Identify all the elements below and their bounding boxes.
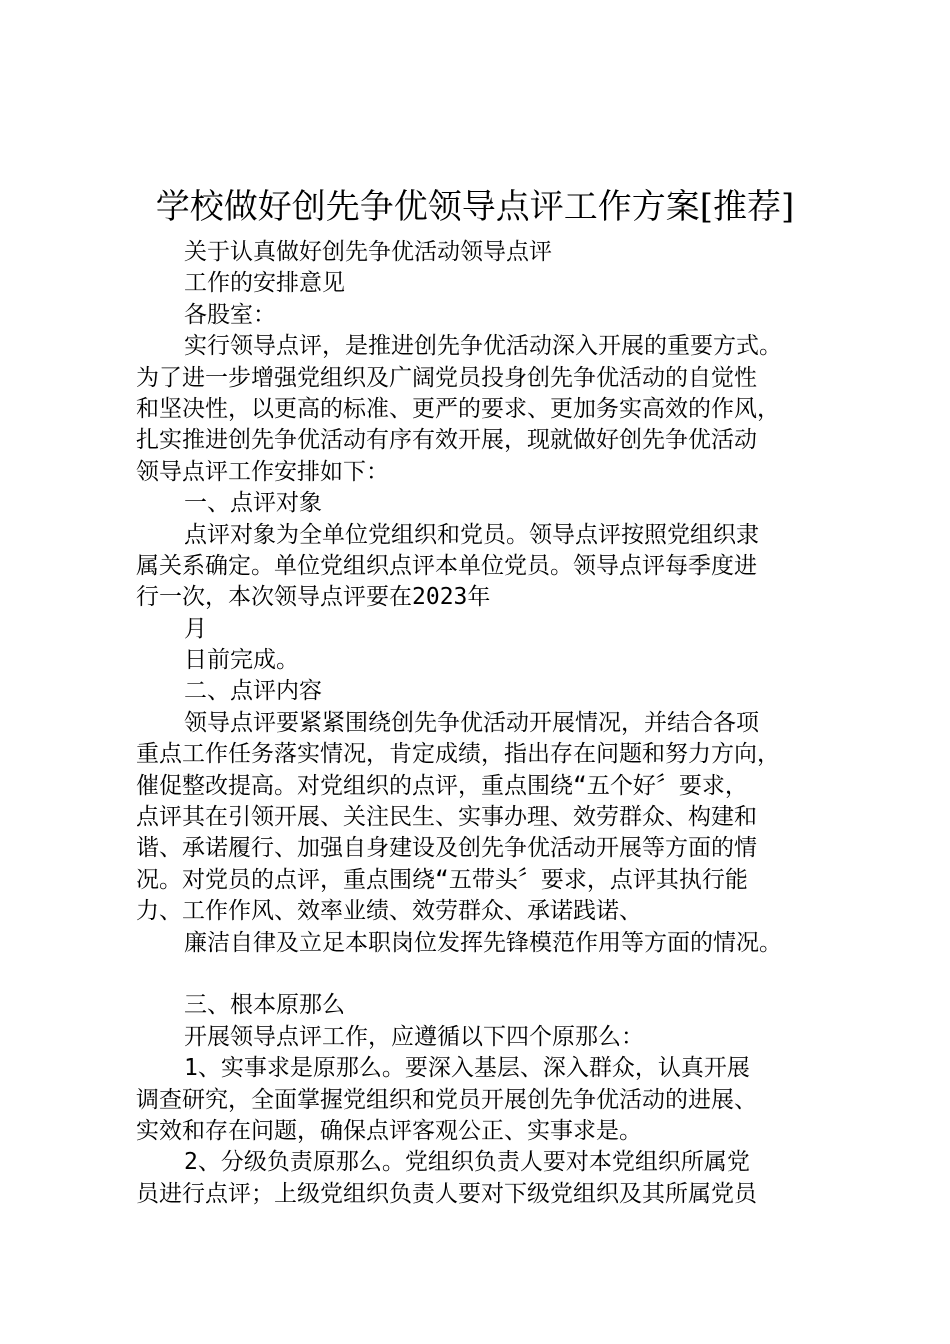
paragraph-line: 力、工作作风、效率业绩、效劳群众、承诺践诺、	[136, 898, 642, 925]
paragraph-line: 领导点评工作安排如下：	[136, 458, 389, 485]
paragraph-line: 谐、承诺履行、加强自身建设及创先争优活动开展等方面的情	[136, 835, 757, 862]
section-heading: 一、点评对象	[184, 490, 322, 517]
paragraph-line: 和坚决性，以更高的标准、更严的要求、更加务实高效的作风，	[136, 395, 780, 422]
blank-line	[136, 959, 836, 990]
document-body	[136, 237, 836, 1210]
paragraph-line: 催促整改提高。对党组织的点评，重点围绕“五个好〞要求，	[136, 772, 748, 799]
paragraph-line: 实效和存在问题，确保点评客观公正、实事求是。	[136, 1117, 642, 1144]
paragraph-line: 日前完成。	[184, 647, 299, 674]
paragraph-line: 1、实事求是原那么。要深入基层、深入群众，认真开展	[184, 1055, 750, 1082]
paragraph-line: 重点工作任务落实情况，肯定成绩，指出存在问题和努力方向，	[136, 741, 780, 768]
paragraph-line: 调查研究，全面掌握党组织和党员开展创先争优活动的进展、	[136, 1086, 757, 1113]
paragraph-line: 扎实推进创先争优活动有序有效开展，现就做好创先争优活动	[136, 427, 757, 454]
paragraph-line: 开展领导点评工作，应遵循以下四个原那么：	[184, 1023, 644, 1050]
paragraph-line: 行一次，本次领导点评要在2023年	[136, 584, 491, 611]
salutation: 各股室：	[184, 301, 276, 328]
paragraph-line: 属关系确定。单位党组织点评本单位党员。领导点评每季度进	[136, 552, 757, 579]
subtitle-line: 关于认真做好创先争优活动领导点评	[184, 239, 552, 265]
paragraph-line: 况。对党员的点评，重点围绕“五带头〞要求，点评其执行能	[136, 866, 748, 893]
paragraph-line: 廉洁自律及立足本职岗位发挥先锋模范作用等方面的情况。	[184, 929, 782, 956]
paragraph-line: 员进行点评；上级党组织负责人要对下级党组织及其所属党员	[136, 1180, 757, 1207]
paragraph-line: 为了进一步增强党组织及广阔党员投身创先争优活动的自觉性	[136, 364, 757, 391]
paragraph-line: 点评对象为全单位党组织和党员。领导点评按照党组织隶	[184, 521, 759, 548]
section-heading: 三、根本原那么	[184, 992, 345, 1019]
document-title: 学校做好创先争优领导点评工作方案[推荐]	[155, 187, 795, 227]
paragraph-line: 领导点评要紧紧围绕创先争优活动开展情况，并结合各项	[184, 709, 759, 736]
subtitle-line: 工作的安排意见	[184, 270, 345, 297]
paragraph-line: 月	[184, 615, 207, 642]
paragraph-line: 2、分级负责原那么。党组织负责人要对本党组织所属党	[184, 1149, 750, 1176]
section-heading: 二、点评内容	[184, 678, 322, 705]
paragraph-line: 实行领导点评，是推进创先争优活动深入开展的重要方式。	[184, 333, 782, 360]
paragraph-line: 点评其在引领开展、关注民生、实事办理、效劳群众、构建和	[136, 804, 757, 831]
